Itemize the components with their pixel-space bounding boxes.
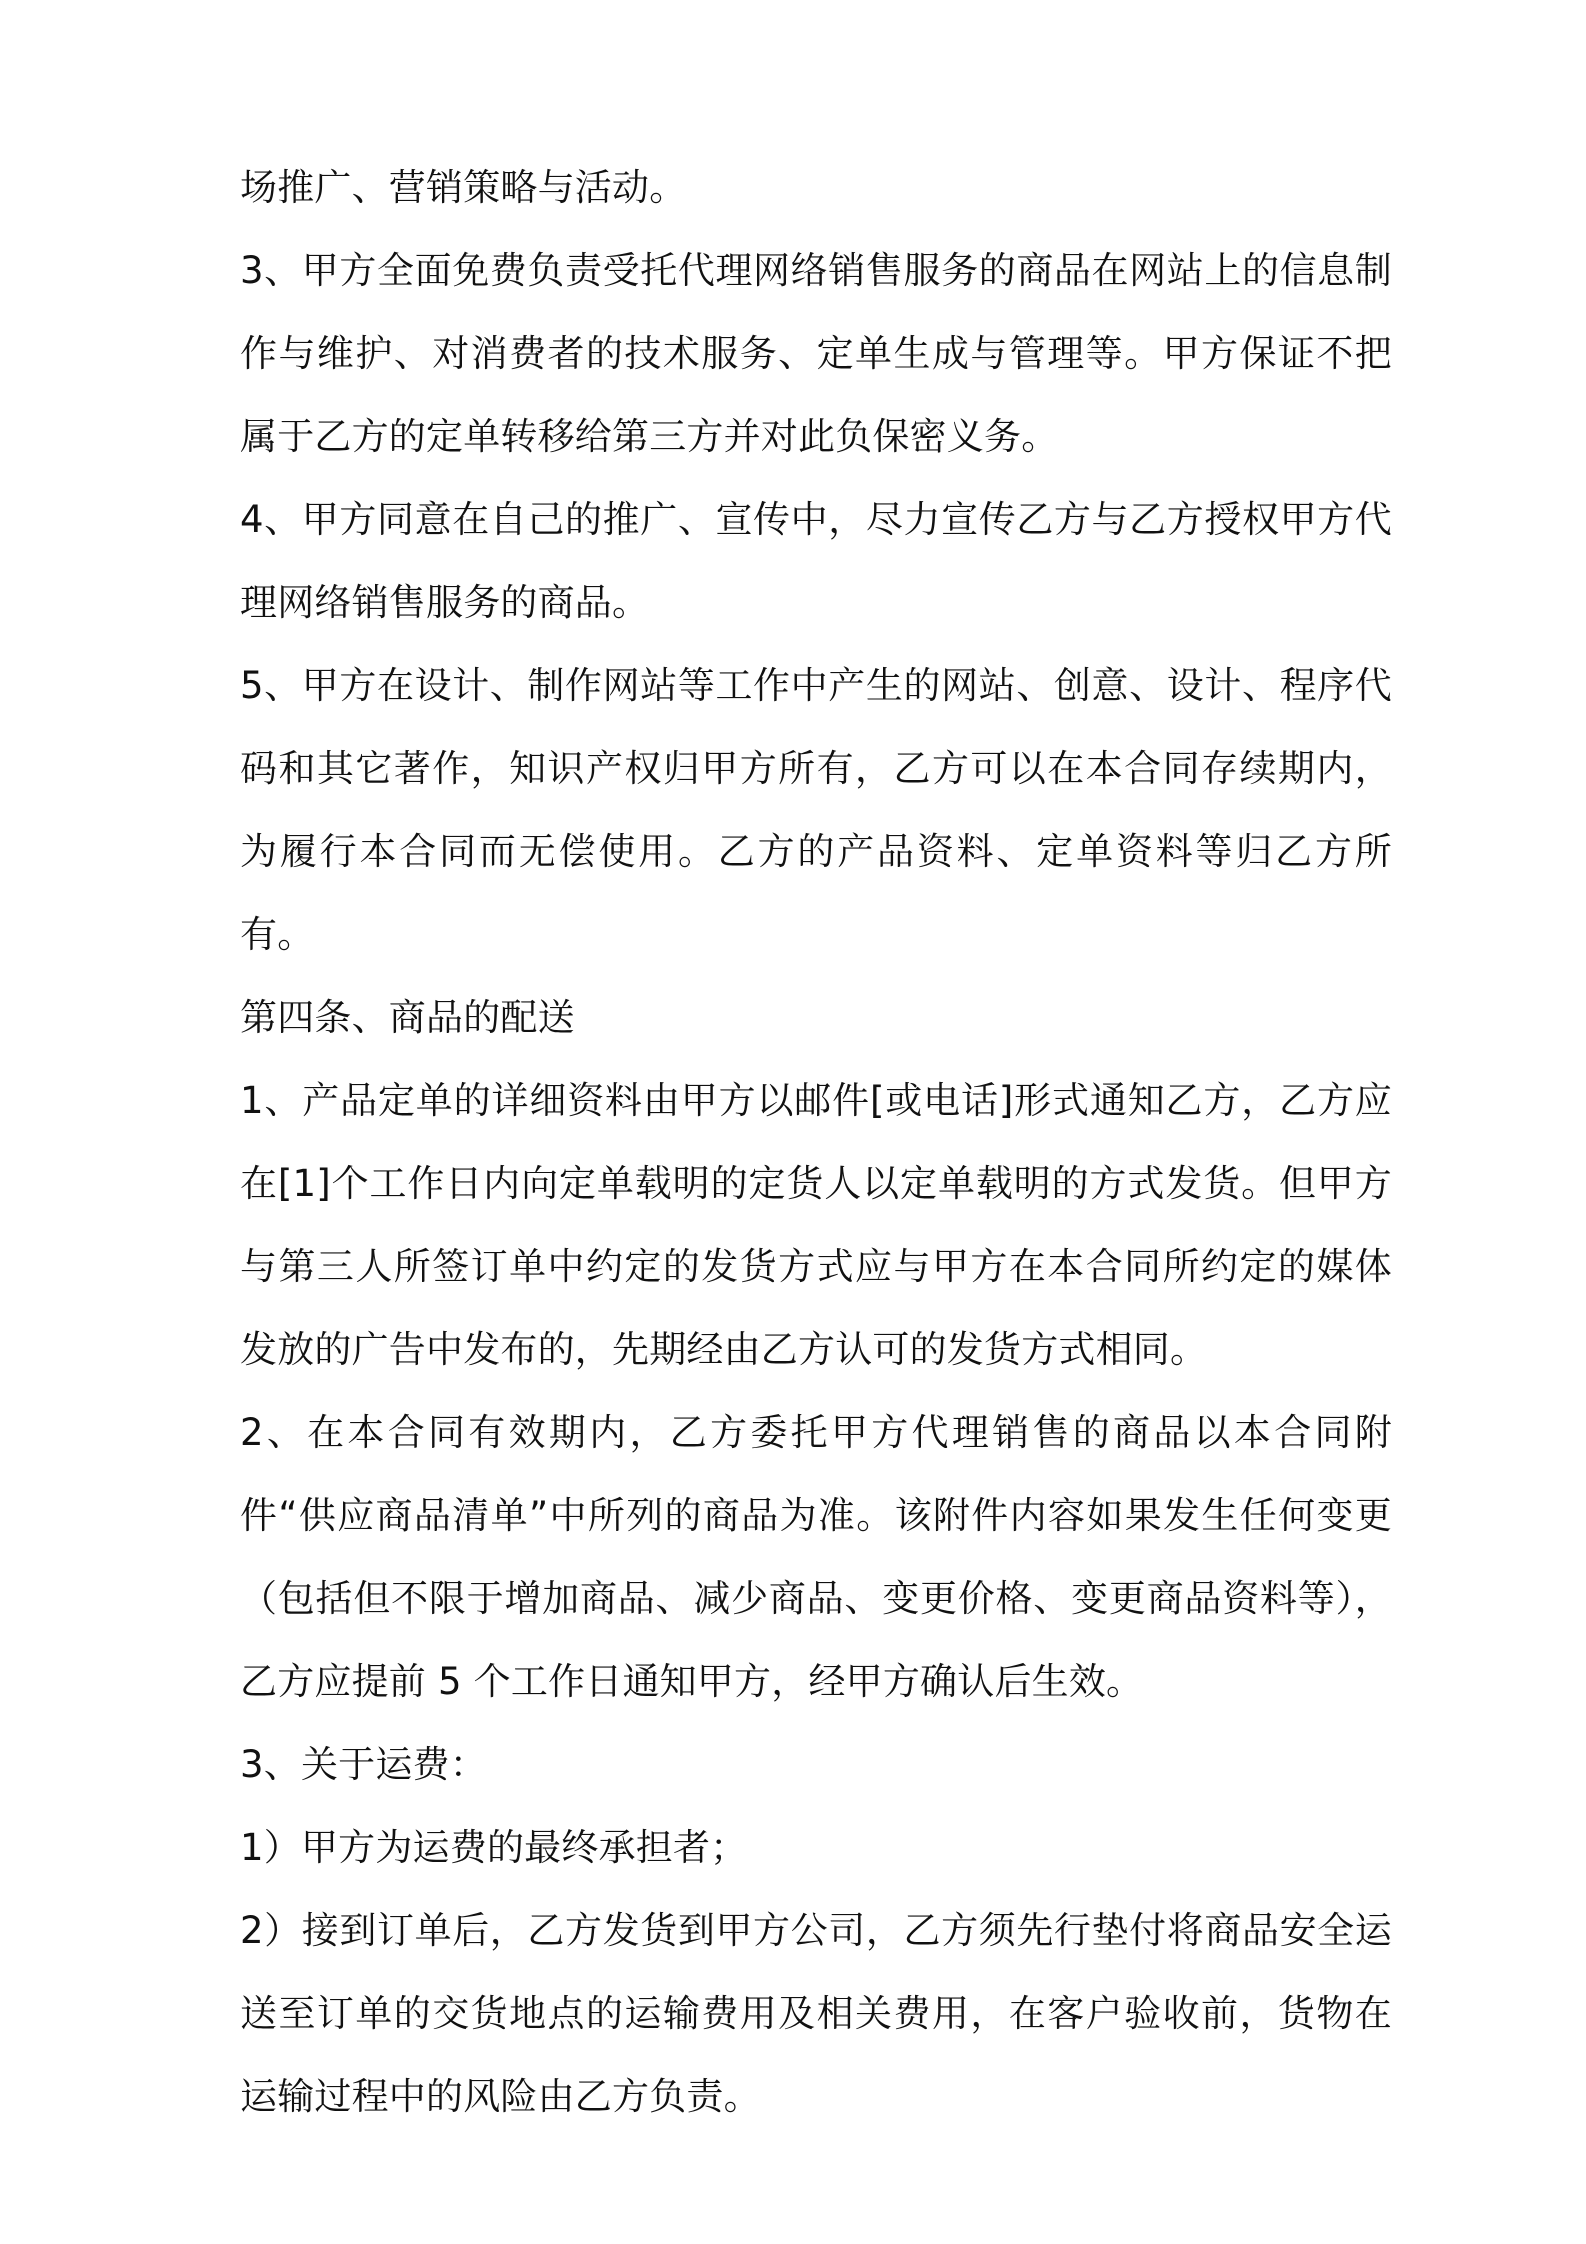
paragraph-2: 3、甲方全面免费负责受托代理网络销售服务的商品在网站上的信息制作与维护、对消费者的技术服务、定单生成与管理等。甲方保证不把属于乙方的定单转移给第三方并对此负保密义务。 [240,249,1392,458]
paragraph-1: 场推广、营销策略与活动。 [240,166,687,209]
paragraph-9: 2）接到订单后，乙方发货到甲方公司，乙方须先行垫付将商品安全运送至订单的交货地点的运输费用及相关费用，在客户验收前，货物在运输过程中的风险由乙方负责。 [240,1909,1392,2118]
paragraph-6: 2、在本合同有效期内，乙方委托甲方代理销售的商品以本合同附件“供应商品清单”中所列的商品为准。该附件内容如果发生任何变更（包括但不限于增加商品、减少商品、变更价格、变更商品资料等），乙方应提前 5 个工作日通知甲方，经甲方确认后生效。 [240,1411,1392,1703]
paragraph-7: 3、关于运费： [240,1743,487,1786]
paragraph-4: 5、甲方在设计、制作网站等工作中产生的网站、创意、设计、程序代码和其它著作，知识产权归甲方所有，乙方可以在本合同存续期内，为履行本合同而无偿使用。乙方的产品资料、定单资料等归乙方所有。 [240,664,1392,956]
section-heading: 第四条、商品的配送 [240,996,575,1039]
paragraph-3: 4、甲方同意在自己的推广、宣传中，尽力宣传乙方与乙方授权甲方代理网络销售服务的商品。 [240,498,1392,624]
document-body [240,146,1392,2138]
paragraph-8: 1）甲方为运费的最终承担者； [240,1826,748,1869]
paragraph-5: 1、产品定单的详细资料由甲方以邮件[或电话]形式通知乙方，乙方应在[1]个工作日内向定单载明的定货人以定单载明的方式发货。但甲方与第三人所签订单中约定的发货方式应与甲方在本合同所约定的媒体发放的广告中发布的，先期经由乙方认可的发货方式相同。 [240,1079,1392,1371]
